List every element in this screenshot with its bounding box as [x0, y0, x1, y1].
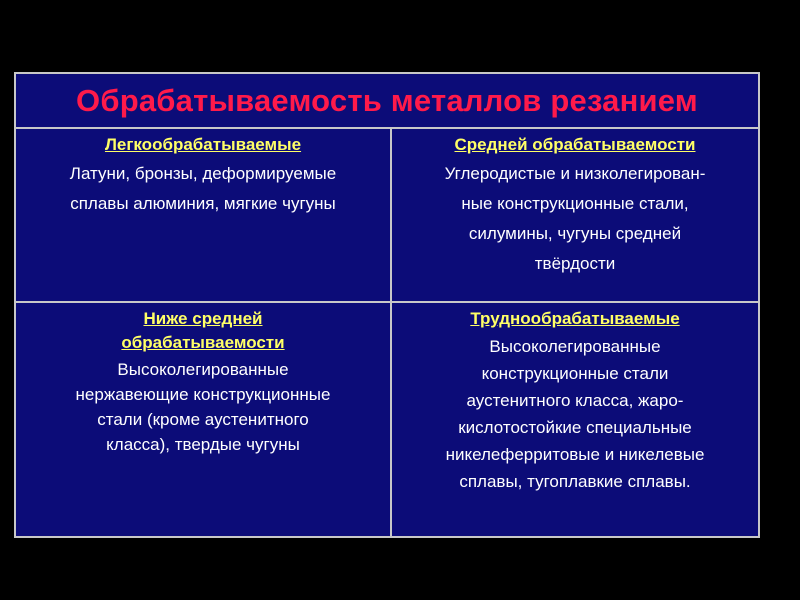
cell-heading: Труднообрабатываемые	[470, 309, 680, 328]
cell-text: Высоколегированные конструкционные стали аустенитного класса, жаро- кислотостойкие специальные никелеферритовые и никелевые сплавы, тугоплавкие сплавы.	[445, 337, 705, 491]
cell-heading: Легкообрабатываемые	[104, 135, 302, 154]
table-title-row	[16, 74, 758, 129]
cell-heading: Средней обрабатываемости	[454, 135, 696, 154]
cell-text: Высоколегированные нержавеющие конструкционные стали (кроме аустенитного класса), твердые чугуны	[75, 360, 331, 454]
cell-easy-machinable	[16, 129, 392, 303]
cell-hard-machinable	[392, 303, 758, 536]
cell-medium-machinability	[392, 129, 758, 303]
cell-below-medium-machinability	[16, 303, 392, 536]
cell-text: Углеродистые и низколегирован- ные конструкционные стали, силумины, чугуны средней твёрдости	[444, 164, 706, 273]
cell-text: Латуни, бронзы, деформируемые сплавы алюминия, мягкие чугуны	[69, 164, 337, 213]
table-title: Обрабатываемость металлов резанием	[76, 82, 698, 118]
machinability-table	[14, 72, 760, 538]
cell-heading: Ниже средней обрабатываемости	[121, 309, 285, 352]
